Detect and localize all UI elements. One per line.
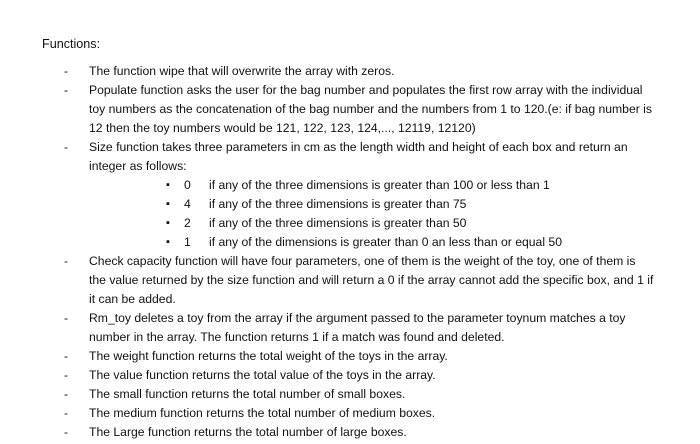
square-bullet-icon: ▪ <box>166 236 170 248</box>
list-item-small <box>0 385 654 404</box>
list-item-size <box>0 138 654 176</box>
size-rule-value: 0 <box>184 178 191 192</box>
size-rule-value: 1 <box>184 235 191 249</box>
size-rule <box>0 233 700 252</box>
size-rule-condition: if any of the three dimensions is greater than 75 <box>209 197 467 211</box>
item-text: Populate function asks the user for the bag number and populates the first row array with the individual toy numbers as the concatenation of the bag number and the numbers from 1 to 120.(e: if bag number is 12 then the toy numbers would be 121, 122, 123, 124,..., 12119, 12120) <box>89 83 652 135</box>
dash-bullet: - <box>64 254 69 268</box>
item-text: The Large function returns the total number of large boxes. <box>89 425 407 439</box>
item-text: Size function takes three parameters in cm as the length width and height of each box and return an integer as follows: <box>89 140 628 173</box>
dash-bullet: - <box>64 349 69 363</box>
size-rule-condition: if any of the dimensions is greater than 0 an less than or equal 50 <box>209 235 562 249</box>
item-text: The medium function returns the total number of medium boxes. <box>89 406 436 420</box>
size-rule-value: 4 <box>184 197 191 211</box>
list-item-large <box>0 423 654 442</box>
functions-heading: Functions: <box>42 37 101 51</box>
list-item-wipe <box>0 62 654 81</box>
dash-bullet: - <box>64 368 69 382</box>
size-rule-condition: if any of the three dimensions is greater than 50 <box>209 216 467 230</box>
functions-list <box>0 62 700 442</box>
size-rule <box>0 195 700 214</box>
square-bullet-icon: ▪ <box>166 179 170 191</box>
dash-bullet: - <box>64 387 69 401</box>
list-item-check-capacity <box>0 252 654 309</box>
item-text: The small function returns the total number of small boxes. <box>89 387 406 401</box>
size-rule <box>0 214 700 233</box>
size-rule <box>0 176 700 195</box>
list-item-weight <box>0 347 654 366</box>
list-item-rm-toy <box>0 309 654 347</box>
list-item-medium <box>0 404 654 423</box>
dash-bullet: - <box>64 425 69 439</box>
item-text: The weight function returns the total weight of the toys in the array. <box>89 349 448 363</box>
dash-bullet: - <box>64 140 69 154</box>
dash-bullet: - <box>64 64 69 78</box>
item-text: Check capacity function will have four parameters, one of them is the weight of the toy, one of them is the value returned by the size function and will return a 0 if the array cannot add the specific box, and 1 if it can be added. <box>89 254 654 306</box>
square-bullet-icon: ▪ <box>166 198 170 210</box>
list-item-populate <box>0 81 654 138</box>
size-rule-condition: if any of the three dimensions is greater than 100 or less than 1 <box>209 178 550 192</box>
dash-bullet: - <box>64 406 69 420</box>
item-text: Rm_toy deletes a toy from the array if the argument passed to the parameter toynum matches a toy number in the array. The function returns 1 if a match was found and deleted. <box>89 311 626 344</box>
dash-bullet: - <box>64 83 69 97</box>
dash-bullet: - <box>64 311 69 325</box>
item-text: The value function returns the total value of the toys in the array. <box>89 368 436 382</box>
size-rule-value: 2 <box>184 216 191 230</box>
item-text: The function wipe that will overwrite the array with zeros. <box>89 64 395 78</box>
list-item-value <box>0 366 654 385</box>
size-rules-list <box>0 176 700 252</box>
square-bullet-icon: ▪ <box>166 217 170 229</box>
